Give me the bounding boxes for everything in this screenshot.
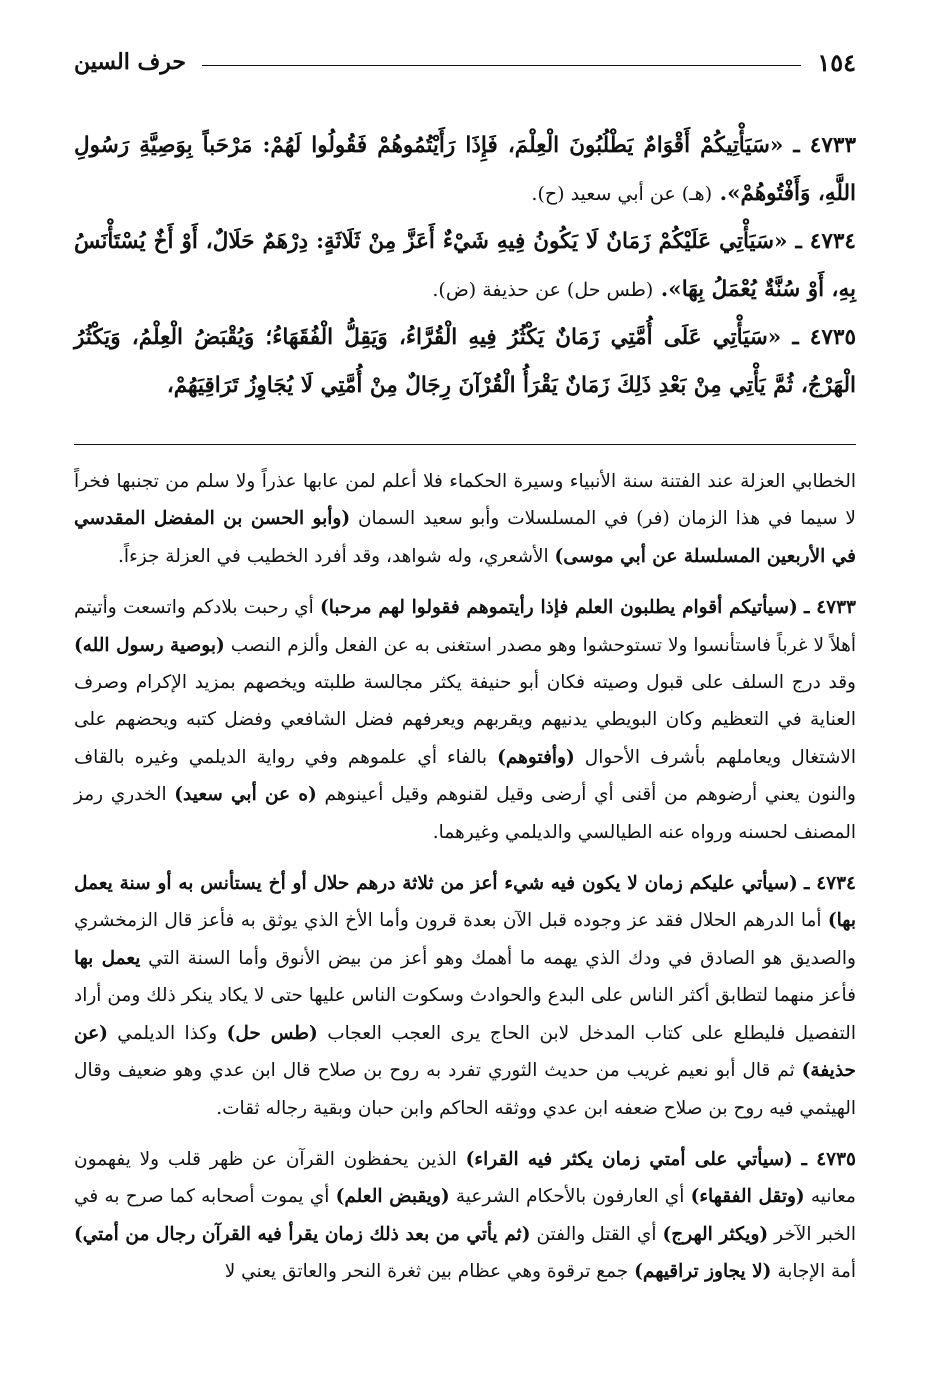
hadith-text: «سَيَأْتِي عَلَى أُمَّتِي زَمَانٌ يَكْثُرُ فِيهِ الْقُرَّاءُ، وَيَقِلُّ الْفُقَهَاءُ؛ وَيُقْبَضُ الْعِلْمُ، وَيَكْثُرُ الْهَرْجُ، ثُمَّ يَأْتِي مِنْ بَعْدِ ذَلِكَ زَمَانٌ يَقْرَأُ الْقُرْآنَ رِجَالٌ مِنْ أُمَّتِي لَا يُجَاوِزُ تَرَاقِيَهُمْ، [74,325,856,398]
commentary-text: أي العارفون بالأحكام الشرعية [455,1186,685,1208]
commentary-text: الخدري رمز المصنف لحسنه ورواه عنه الطيالسي والديلمي وغيرهما. [74,784,856,843]
commentary-bold: (ه عن أبي سعيد) [174,784,317,806]
commentary-bold: يعمل بها [74,947,141,969]
hadith-number: ٤٧٣٤ [809,229,856,254]
footnote-separator [74,444,856,445]
hadith-4733: ٤٧٣٣ ـ «سَيَأْتِيكُمْ أَقْوَامٌ يَطْلُبُونَ الْعِلْمَ، فَإِذَا رَأَيْتُمُوهُمْ فَقُولُوا لَهُمْ: مَرْحَباً بِوَصِيَّةِ رَسُولِ اللَّهِ، وَأَفْتُوهُمْ». (هـ) عن أبي سعيد (ح). [74,133,856,206]
commentary-bold: (وتقل الفقهاء) [690,1186,805,1208]
page-header [74,40,856,84]
commentary-bold: (ويكثر الهرج) [662,1223,769,1245]
commentary-4734 [74,865,856,1127]
hadith-4735: ٤٧٣٥ ـ «سَيَأْتِي عَلَى أُمَّتِي زَمَانٌ يَكْثُرُ فِيهِ الْقُرَّاءُ، وَيَقِلُّ الْفُقَهَاءُ؛ وَيُقْبَضُ الْعِلْمُ، وَيَكْثُرُ الْهَرْجُ، ثُمَّ يَأْتِي مِنْ بَعْدِ ذَلِكَ زَمَانٌ يَقْرَأُ الْقُرْآنَ رِجَالٌ مِنْ أُمَّتِي لَا يُجَاوِزُ تَرَاقِيَهُمْ، [74,325,856,398]
commentary-bold: (ويقبض العلم) [335,1186,450,1208]
commentary-text: بالفاء أي علموهم وفي رواية الديلمي وغيره بالقاف والنون يعني أرضوهم من أقنى أي أرضى وقيل لقنوهم وقيل أعينوهم [74,746,856,806]
commentary-text: أي رحبت بلادكم واتسعت وأتيتم أهلاً لا غرباً فاستأنسوا ولا تستوحشوا وهو مصدر استغنى به عن الفعل وألزم النصب [74,597,856,656]
commentary-number: ٤٧٣٥ ـ [801,1148,856,1170]
commentary-text: الأشعري، وله شواهد، وقد أفرد الخطيب في العزلة جزءاً. [118,545,549,567]
commentary-text: أي القتل والفتن [536,1223,657,1245]
commentary-bold: (طس حل) [226,1022,318,1044]
page-number: ١٥٤ [817,47,856,77]
commentary-bold: (بوصية رسول الله) [74,634,225,656]
commentary-text: ثم قال أبو نعيم غريب من حديث الثوري تفرد به روح بن صلاح قال ابن عدي وهو ضعيف وقال الهيثمي فيه روح بن صلاح ضعفه ابن عدي ووثقه الحاكم وابن حبان وبقية رجاله ثقات. [74,1060,856,1119]
commentary-text: أي يموت أصحابه كما صرح به في الخبر الآخر [74,1186,856,1245]
hadith-4734: ٤٧٣٤ ـ «سَيَأْتِي عَلَيْكُمْ زَمَانٌ لَا يَكُونُ فِيهِ شَيْءٌ أَعَزَّ مِنْ ثَلَاثَةٍ: دِرْهَمٌ حَلَالٌ، أَوْ أَخٌ يُسْتَأْنَسُ بِهِ، أَوْ سُنَّةٌ يُعْمَلُ بِهَا». (طس حل) عن حذيفة (ض). [74,229,856,302]
commentary-text: الخطابي العزلة عند الفتنة سنة الأنبياء وسيرة الحكماء فلا أعلم لمن عابها عذراً ولا سلم من تجنبها فخراً لا سيما في هذا الزمان (فر) في المسلسلات وأبو سعيد السمان [74,471,856,530]
commentary-text: أمة الإجابة [777,1261,856,1283]
hadith-source: (هـ) عن أبي سعيد (ح). [531,183,713,205]
hadith-number: ٤٧٣٥ [809,325,856,350]
commentary-text: فأعز منهما لتطابق أكثر الناس على البدع والحوادث وسكوت الناس عليها حتى لا يكاد ينكر ذلك ومن أراد التفصيل فليطلع على كتاب المدخل لابن الحاج يرى العجب العجاب [74,985,856,1044]
commentary-number: ٤٧٣٤ ـ [803,873,856,895]
commentary-text: وقد درج السلف على قبول وصيته فكان أبو حنيفة يكثر مجالسة طلبته ويخصهم بمزيد الإكرام وصرف العناية في التعظيم وكان البويطي يدنيهم ويقربهم ويعرفهم فضل الشافعي وفضل كتبه ويحضهم على الاشتغال ويعاملهم بأشرف الأحوال [74,672,857,768]
commentary-4735 [74,1141,856,1291]
commentary-text: وكذا الديلمي [117,1022,218,1044]
hadith-text: «سَيَأْتِي عَلَيْكُمْ زَمَانٌ لَا يَكُونُ فِيهِ شَيْءٌ أَعَزَّ مِنْ ثَلَاثَةٍ: دِرْهَمٌ حَلَالٌ، أَوْ أَخٌ يُسْتَأْنَسُ بِهِ، أَوْ سُنَّةٌ يُعْمَلُ بِهَا». [74,229,856,302]
header-rule [202,65,801,66]
commentary-bold: (ثم يأتي من بعد ذلك زمان يقرأ فيه القرآن رجال من أمتي) [74,1223,531,1245]
commentary-bold: (سيأتي على أمتي زمان يكثر فيه القراء) [465,1148,793,1170]
commentary-bold: (وأبو الحسن بن المفضل المقدسي في الأربعين المسلسلة عن أبي موسى) [74,508,856,567]
commentary-text: جمع ترقوة وهي عظام بين ثغرة النحر والعاتق يعني لا [224,1261,629,1283]
commentary-bold: (وأفتوهم) [497,746,575,768]
commentary-intro [74,463,856,575]
commentary-bold: (عن حذيفة) [74,1022,856,1082]
hadith-number: ٤٧٣٣ [809,133,856,158]
commentary-number: ٤٧٣٣ ـ [804,597,856,619]
commentary-text: الذين يحفظون القرآن عن ظهر قلب ولا يفهمون معانيه [74,1148,856,1208]
commentary-4733 [74,589,856,851]
chapter-title: حرف السين [74,49,187,75]
commentary-bold: (سيأتيكم أقوام يطلبون العلم فإذا رأيتموهم فقولوا لهم مرحبا) [320,597,798,619]
hadith-text: «سَيَأْتِيكُمْ أَقْوَامٌ يَطْلُبُونَ الْعِلْمَ، فَإِذَا رَأَيْتُمُوهُمْ فَقُولُوا لَهُمْ: مَرْحَباً بِوَصِيَّةِ رَسُولِ اللَّهِ، وَأَفْتُوهُمْ». [74,133,856,206]
commentary-bold: (سيأتي عليكم زمان لا يكون فيه شيء أعز من ثلاثة درهم حلال أو أخ يستأنس به أو سنة يعمل بها) [74,873,856,932]
commentary-bold: (لا يجاوز تراقيهم) [634,1261,772,1283]
commentary-text: أما الدرهم الحلال فقد عز وجوده قبل الآن بعدة قرون وأما الأخ الذي يوثق به فأعز قال الزمخشري والصديق هو الصادق في ودك الذي يهمه ما أهمك وهو أعز من بيض الأنوق وأما السنة التي [74,910,856,969]
hadith-source: (طس حل) عن حذيفة (ض). [432,279,654,301]
